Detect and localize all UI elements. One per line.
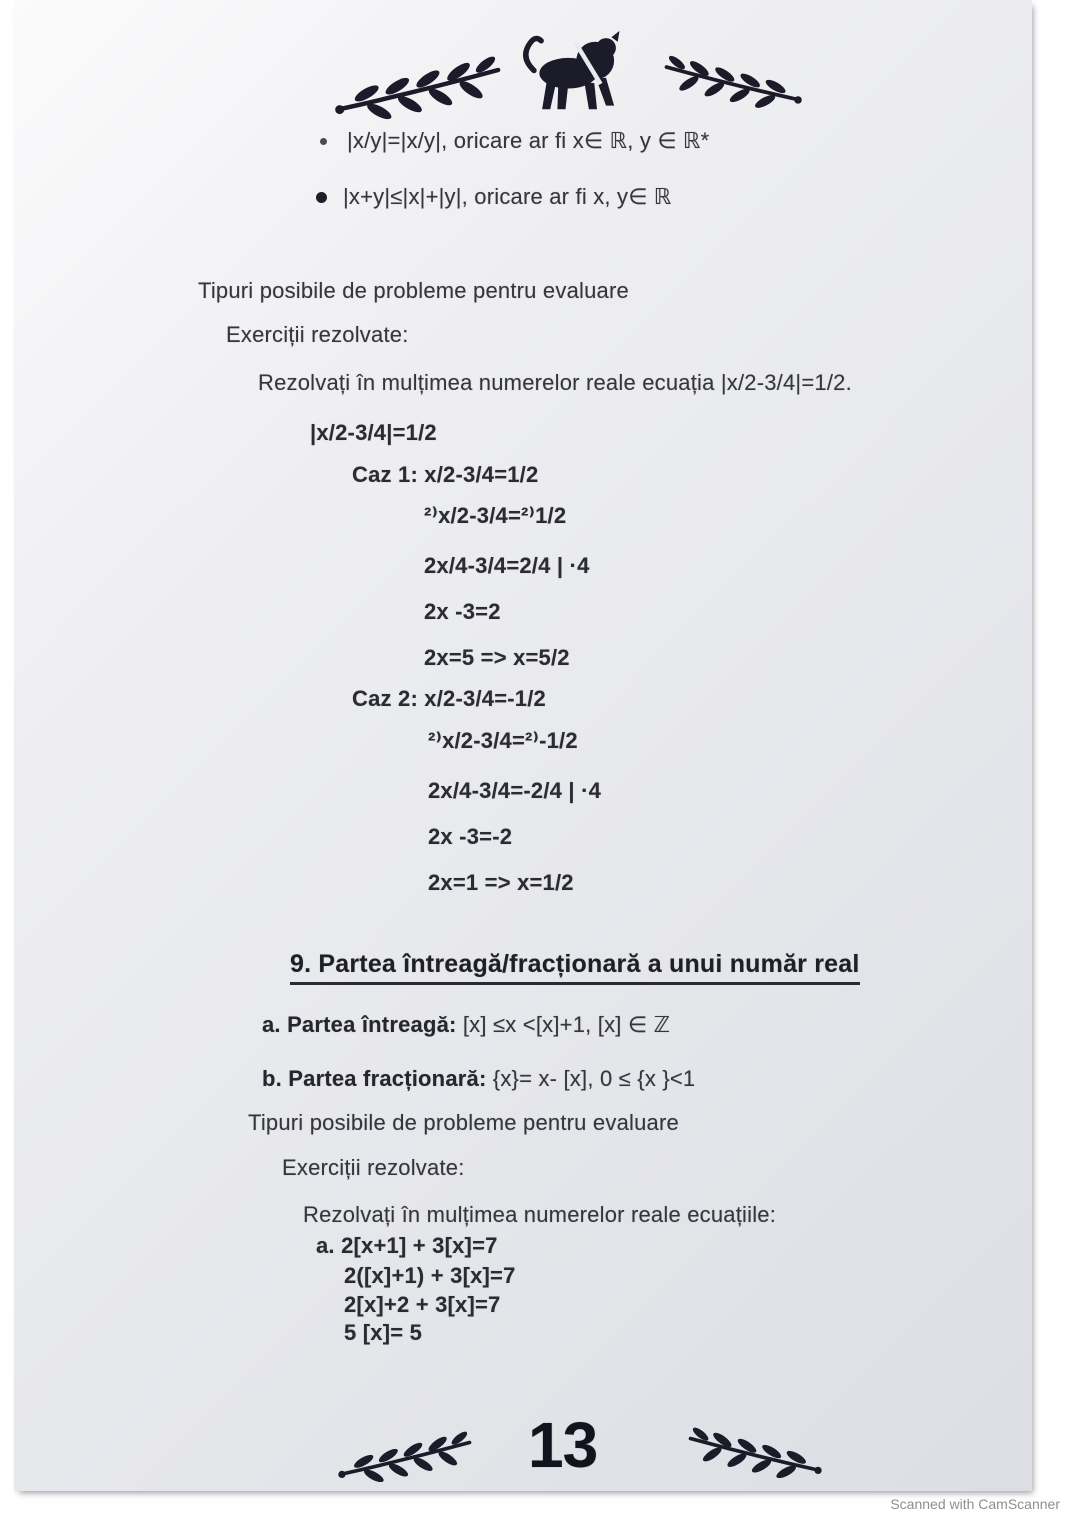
page-number: 13 bbox=[528, 1409, 598, 1481]
paper-sheet bbox=[14, 0, 1032, 1491]
ex2-step: 5 [x]= 5 bbox=[344, 1320, 423, 1345]
laurel-branch-icon bbox=[330, 52, 506, 124]
case2-step: ²⁾x/2-3/4=²⁾-1/2 bbox=[428, 728, 578, 753]
def-a-marker: a. bbox=[262, 1012, 281, 1037]
case1-step: 2x=5 => x=5/2 bbox=[424, 645, 570, 670]
laurel-branch-icon bbox=[662, 50, 804, 114]
ex2-item-a bbox=[316, 1233, 498, 1259]
ex1-solved-label: Exerciții rezolvate: bbox=[226, 322, 409, 347]
ex1-intro: Tipuri posibile de probleme pentru evaluare bbox=[198, 278, 629, 303]
bullet-icon bbox=[316, 192, 327, 203]
def-a-label: Partea întreagă: bbox=[287, 1012, 457, 1037]
property-bullet-1 bbox=[320, 128, 709, 154]
bullet-icon bbox=[320, 138, 327, 145]
case1-step: 2x/4-3/4=2/4 | ·4 bbox=[424, 553, 590, 578]
lion-icon bbox=[516, 28, 624, 122]
ex2-problem: Rezolvați în mulțimea numerelor reale ecuațiile: bbox=[303, 1202, 777, 1227]
laurel-branch-icon bbox=[330, 1428, 480, 1486]
case1-step: ²⁾x/2-3/4=²⁾1/2 bbox=[424, 503, 567, 528]
case2-step: 2x -3=-2 bbox=[428, 824, 513, 849]
def-b-marker: b. bbox=[262, 1066, 282, 1091]
ex2-intro: Tipuri posibile de probleme pentru evaluare bbox=[248, 1110, 679, 1135]
property-bullet-2 bbox=[316, 184, 672, 210]
case1-step: 2x -3=2 bbox=[424, 599, 501, 624]
def-b-label: Partea fracționară: bbox=[288, 1066, 487, 1091]
camscanner-watermark: Scanned with CamScanner bbox=[890, 1496, 1060, 1512]
ex1-equation: |x/2-3/4|=1/2 bbox=[310, 420, 437, 445]
case2-step: 2x/4-3/4=-2/4 | ·4 bbox=[428, 778, 602, 803]
ex2-step: 2([x]+1) + 3[x]=7 bbox=[344, 1263, 516, 1288]
case1-title: Caz 1: x/2-3/4=1/2 bbox=[352, 462, 539, 487]
def-b-formula: {x}= x- [x], 0 ≤ {x }<1 bbox=[492, 1066, 696, 1091]
ex1-problem: Rezolvați în mulțimea numerelor reale ecuația |x/2-3/4|=1/2. bbox=[258, 370, 852, 395]
property-text: |x+y|≤|x|+|y|, oricare ar fi x, y∈ ℝ bbox=[343, 184, 672, 209]
item-a-marker: a. bbox=[316, 1233, 335, 1258]
case2-title: Caz 2: x/2-3/4=-1/2 bbox=[352, 686, 546, 711]
def-a-formula: [x] ≤x <[x]+1, [x] ∈ ℤ bbox=[462, 1012, 671, 1037]
ex2-solved-label: Exerciții rezolvate: bbox=[282, 1155, 465, 1180]
definition-a bbox=[262, 1012, 670, 1038]
property-text: |x/y|=|x/y|, oricare ar fi x∈ ℝ, y ∈ ℝ* bbox=[347, 128, 710, 153]
laurel-branch-icon bbox=[680, 1424, 830, 1482]
section-heading: 9. Partea întreagă/fracționară a unui număr real bbox=[290, 950, 860, 985]
definition-b bbox=[262, 1066, 695, 1092]
item-a-equation: 2[x+1] + 3[x]=7 bbox=[341, 1233, 498, 1258]
ex2-step: 2[x]+2 + 3[x]=7 bbox=[344, 1292, 501, 1317]
case2-step: 2x=1 => x=1/2 bbox=[428, 870, 574, 895]
